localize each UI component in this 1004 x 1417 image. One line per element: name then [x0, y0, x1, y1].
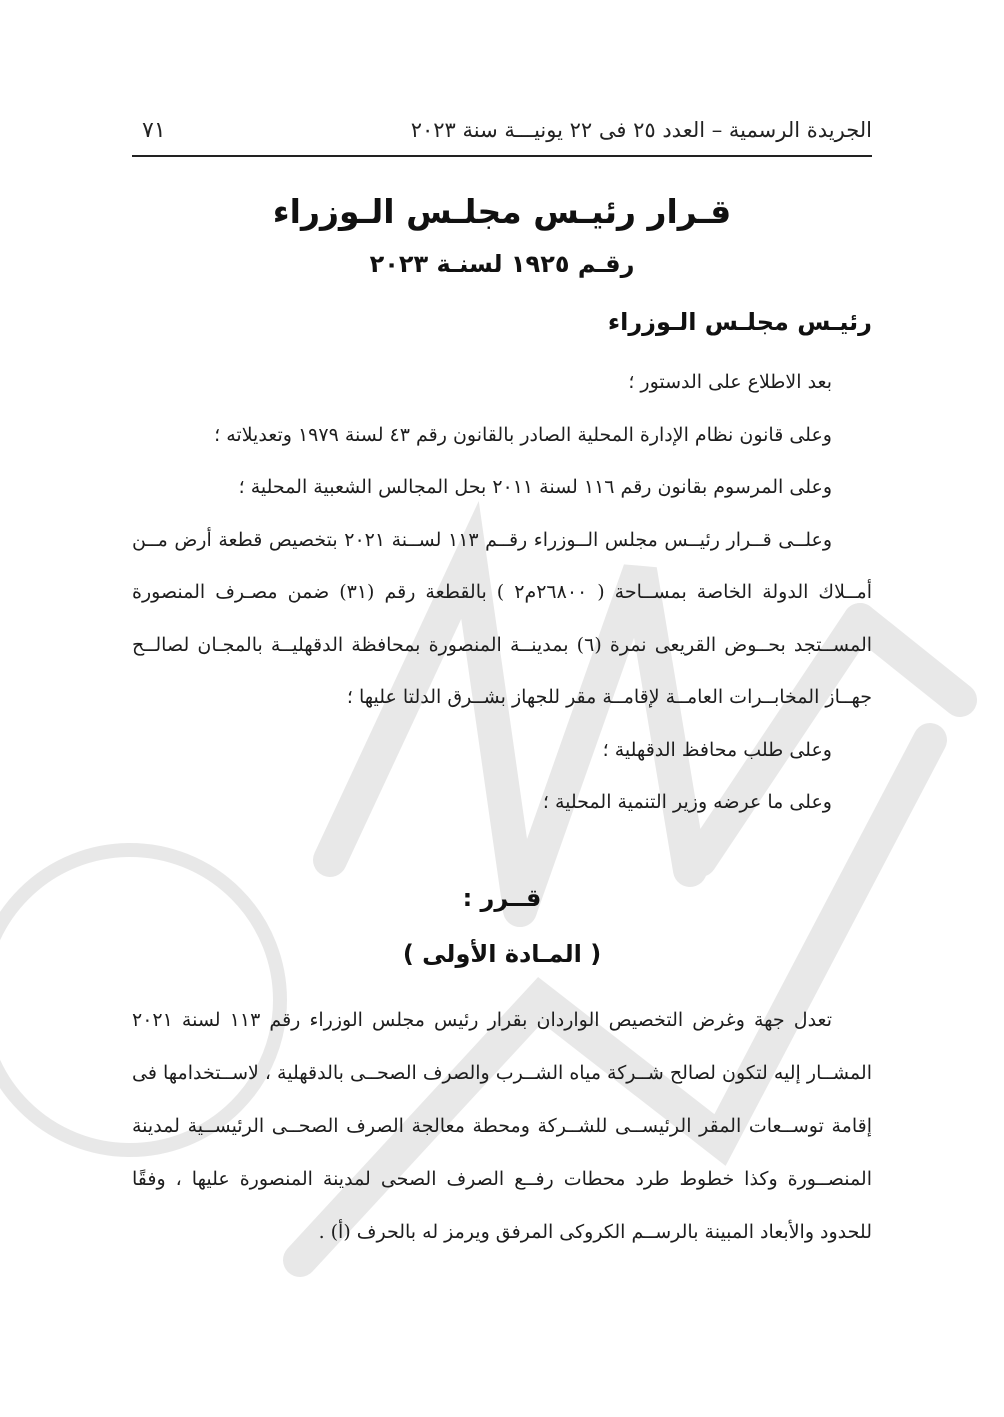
- issuer-heading: رئيـس مجلـس الـوزراء: [607, 308, 872, 336]
- article-body: [132, 994, 872, 1259]
- preamble-line: بعد الاطلاع على الدستور ؛: [628, 371, 832, 393]
- article-paragraph: تعدل جهة وغرض التخصيص الواردان بقرار رئيس مجلس الوزراء رقم ١١٣ لسنة ٢٠٢١ المشــار إليه لتكون لصالح شــركة مياه الشــرب والصرف الصحــى بالدقهلية ، لاســتخدامها فى إقامة توســعات المقر الرئيســى للشــركة ومحطة معالجة الصرف الصحــى الرئيســية لمدينة المنصــورة وكذا خطوط طرد محطات رفــع الصرف الصحى لمدينة المنصورة عليها ، وفقًا للحدود والأبعاد المبينة بالرســم الكروكى المرفق ويرمز له بالحرف (أ) .: [132, 1009, 872, 1243]
- article-title: ( المـادة الأولى ): [402, 940, 602, 968]
- gazette-header: [132, 112, 872, 152]
- preamble-line: وعلى المرسوم بقانون رقم ١١٦ لسنة ٢٠١١ بحل المجالس الشعبية المحلية ؛: [238, 476, 832, 498]
- decree-number: رقـم ١٩٢٥ لسنـة ٢٠٢٣: [369, 250, 635, 278]
- decree-title: قـرار رئيـس مجلـس الـوزراء: [272, 192, 732, 231]
- preamble: [132, 356, 872, 829]
- preamble-line: وعلى قانون نظام الإدارة المحلية الصادر بالقانون رقم ٤٣ لسنة ١٩٧٩ وتعديلاته ؛: [214, 423, 832, 446]
- preamble-paragraph: وعلــى قــرار رئيــس مجلس الــوزراء رقــم ١١٣ لســنة ٢٠٢١ بتخصيص قطعة أرض مــن أمــلاك الدولة الخاصة بمســاحة ( ٢٦٨٠٠م٢ ) بالقطعة رقم (٣١) ضمن مصـرف المنصورة المســتجد بحــوض القريعى نمرة (٦) بمدينــة المنصورة بمحافظة الدقهليــة بالمجـان لصالــح جهــاز المخابــرات العامــة لإقامــة مقر للجهاز بشــرق الدلتا عليها ؛: [132, 528, 873, 708]
- preamble-line: وعلى طلب محافظ الدقهلية ؛: [602, 738, 832, 761]
- decided-heading: قــرر :: [462, 884, 542, 912]
- header-divider: [132, 155, 872, 157]
- preamble-line: وعلى ما عرضه وزير التنمية المحلية ؛: [542, 791, 832, 813]
- page-number: ٧١: [142, 118, 166, 143]
- gazette-issue-title: الجريدة الرسمية – العدد ٢٥ فى ٢٢ يونيـــة سنة ٢٠٢٣: [410, 118, 872, 142]
